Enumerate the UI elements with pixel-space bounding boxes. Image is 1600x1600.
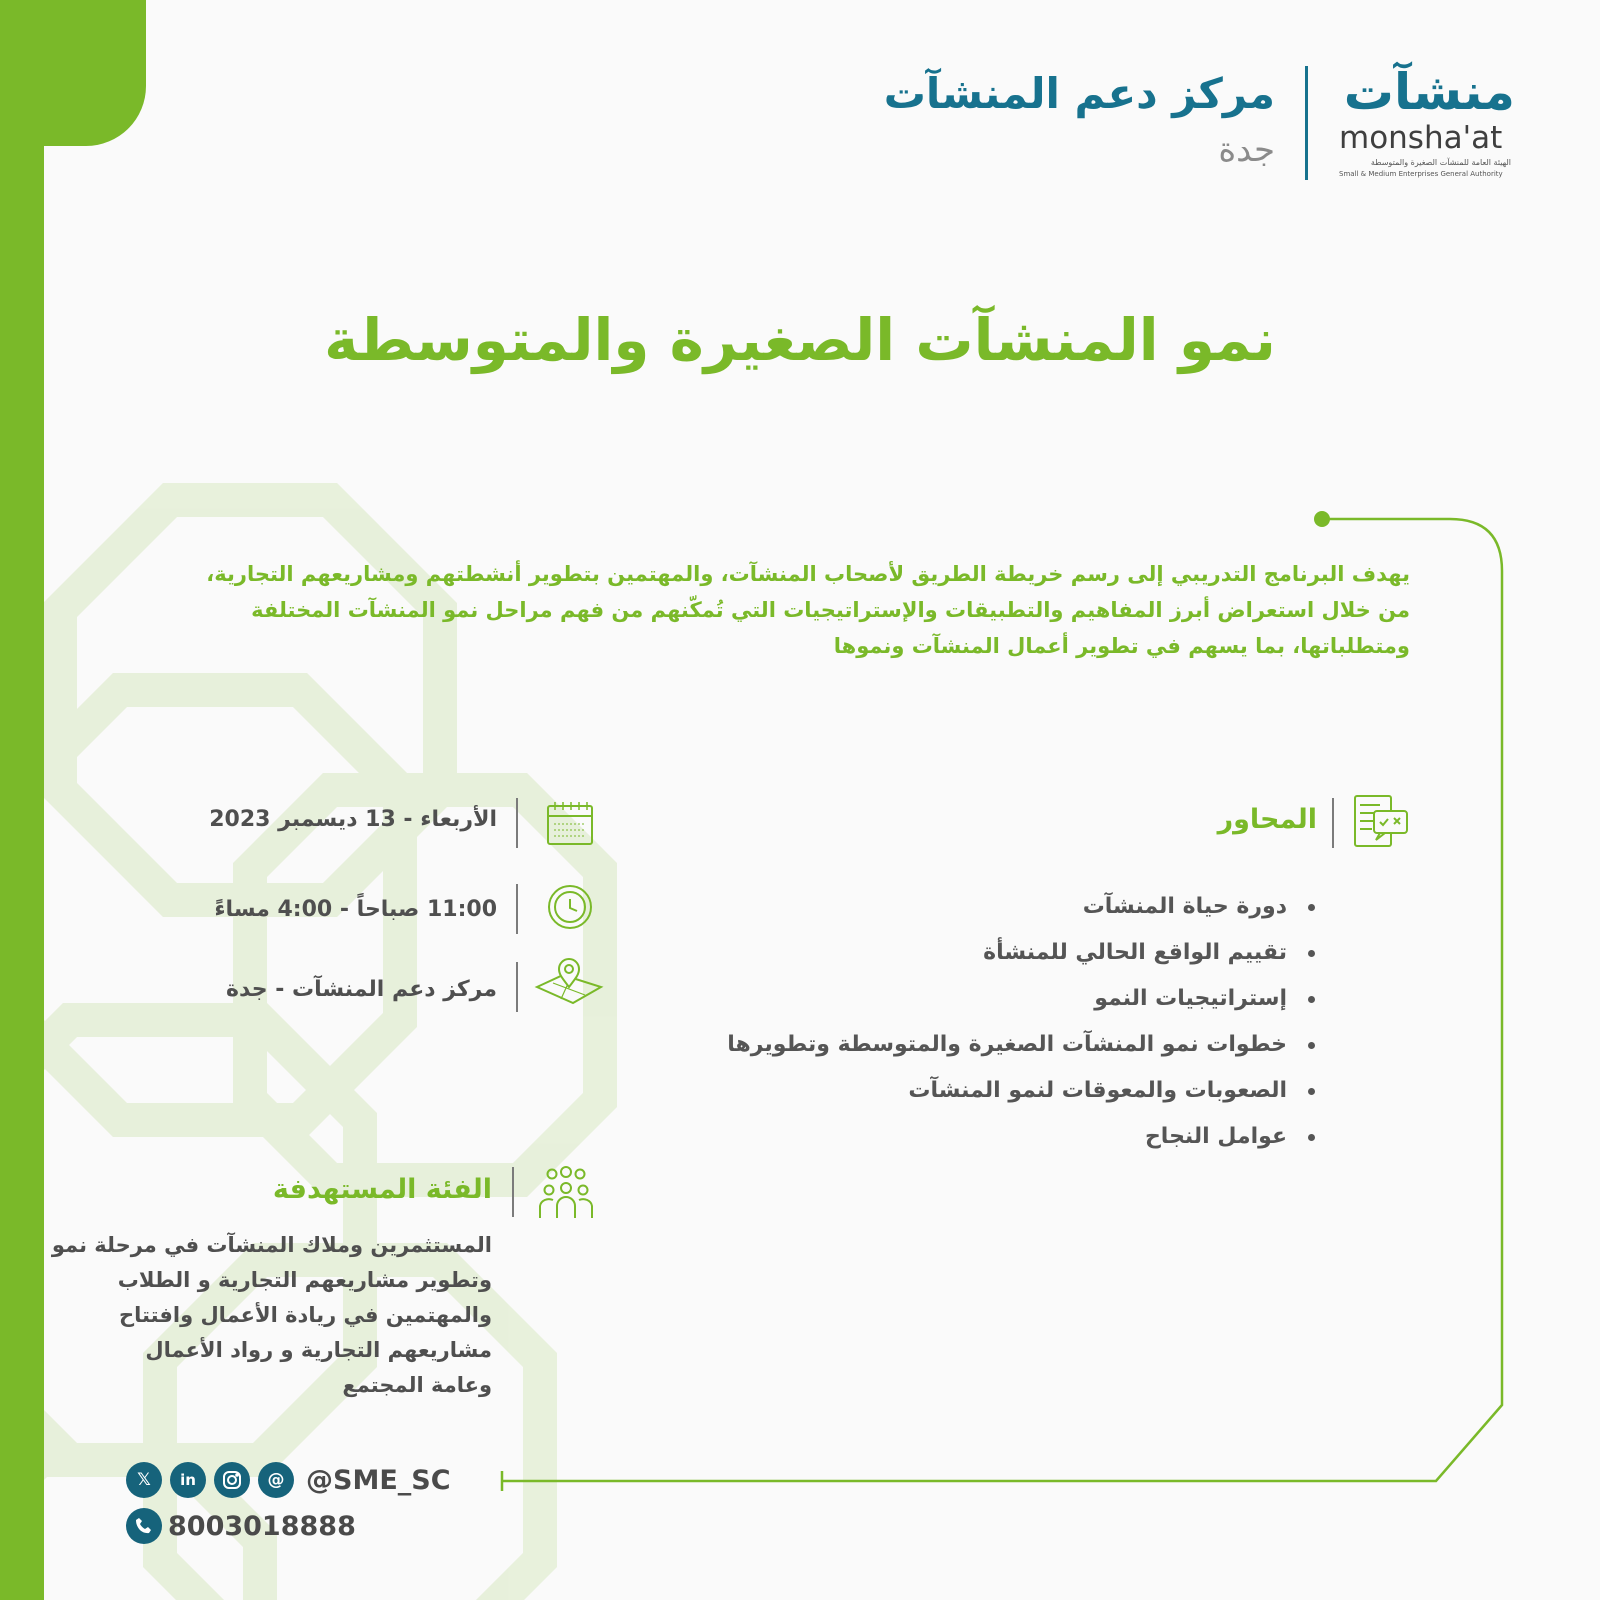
topics-list: [587, 884, 1287, 1160]
audience-line: وتطوير مشاريعهم التجارية و الطلاب: [117, 1268, 492, 1292]
phone-number[interactable]: 8003018888: [168, 1510, 356, 1542]
threads-icon[interactable]: @: [258, 1462, 294, 1498]
description-line: ومتطلباتها، بما يسهم في تطوير أعمال المنشآت ونموها: [833, 634, 1410, 658]
logo-arabic: منشآت: [1343, 63, 1515, 121]
logo-subtitle-en: Small & Medium Enterprises General Authority: [1339, 170, 1503, 178]
description-line: يهدف البرنامج التدريبي إلى رسم خريطة الطريق لأصحاب المنشآت، والمهتمين بتطوير أنشطتهم ومشاريعهم التجارية،: [206, 562, 1410, 586]
audience-line: المستثمرين وملاك المنشآت في مرحلة نمو: [51, 1233, 492, 1257]
page-title: نمو المنشآت الصغيرة والمتوسطة: [324, 306, 1276, 374]
audience-divider: [512, 1167, 514, 1217]
time-divider: [516, 884, 518, 934]
list-item: عوامل النجاح: [587, 1114, 1287, 1160]
city-name: جدة: [1218, 130, 1275, 170]
topics-divider: [1332, 798, 1334, 848]
clock-icon: [545, 882, 595, 932]
list-item: إستراتيجيات النمو: [587, 976, 1287, 1022]
location-divider: [516, 962, 518, 1012]
description-line: من خلال استعراض أبرز المفاهيم والتطبيقات والإستراتيجيات التي تُمكّنهم من فهم مراحل نمو المنشآت المختلفة: [251, 598, 1410, 622]
list-item: الصعوبات والمعوقات لنمو المنشآت: [587, 1068, 1287, 1114]
phone-icon: [126, 1508, 162, 1544]
list-item: خطوات نمو المنشآت الصغيرة والمتوسطة وتطويرها: [587, 1022, 1287, 1068]
event-date: الأربعاء - 13 ديسمبر 2023: [209, 807, 497, 832]
social-icons: [126, 1462, 294, 1498]
audience-heading: الفئة المستهدفة: [272, 1174, 492, 1205]
top-left-corner-block: [0, 0, 146, 146]
event-location: مركز دعم المنشآت - جدة: [226, 977, 497, 1002]
audience-icon: [537, 1164, 595, 1220]
left-accent-bar: [0, 0, 44, 1600]
x-icon[interactable]: 𝕏: [126, 1462, 162, 1498]
logo-latin: monsha'at: [1339, 120, 1503, 156]
audience-line: والمهتمين في ريادة الأعمال وافتتاح: [118, 1303, 492, 1327]
topics-heading: المحاور: [1217, 804, 1317, 835]
instagram-icon[interactable]: [214, 1462, 250, 1498]
map-pin-icon: [533, 957, 605, 1007]
center-name: مركز دعم المنشآت: [883, 69, 1275, 118]
event-time: 11:00 صباحاً - 4:00 مساءً: [214, 897, 497, 922]
list-item: دورة حياة المنشآت: [587, 884, 1287, 930]
linkedin-icon[interactable]: in: [170, 1462, 206, 1498]
header-divider: [1305, 66, 1308, 180]
audience-line: مشاريعهم التجارية و رواد الأعمال: [145, 1338, 492, 1362]
date-divider: [516, 798, 518, 848]
program-description: [160, 556, 1410, 664]
contact-row: [126, 1462, 451, 1498]
audience-line: وعامة المجتمع: [342, 1373, 492, 1397]
monshaat-logo: [1335, 62, 1515, 182]
social-handle[interactable]: @SME_SC: [306, 1464, 451, 1496]
logo-subtitle-ar: الهيئة العامة للمنشآت الصغيرة والمتوسطة: [1370, 158, 1511, 167]
audience-description: [42, 1228, 492, 1403]
topics-icon: [1352, 793, 1410, 851]
calendar-icon: [545, 800, 595, 848]
list-item: تقييم الواقع الحالي للمنشأة: [587, 930, 1287, 976]
phone-row: [126, 1508, 356, 1544]
